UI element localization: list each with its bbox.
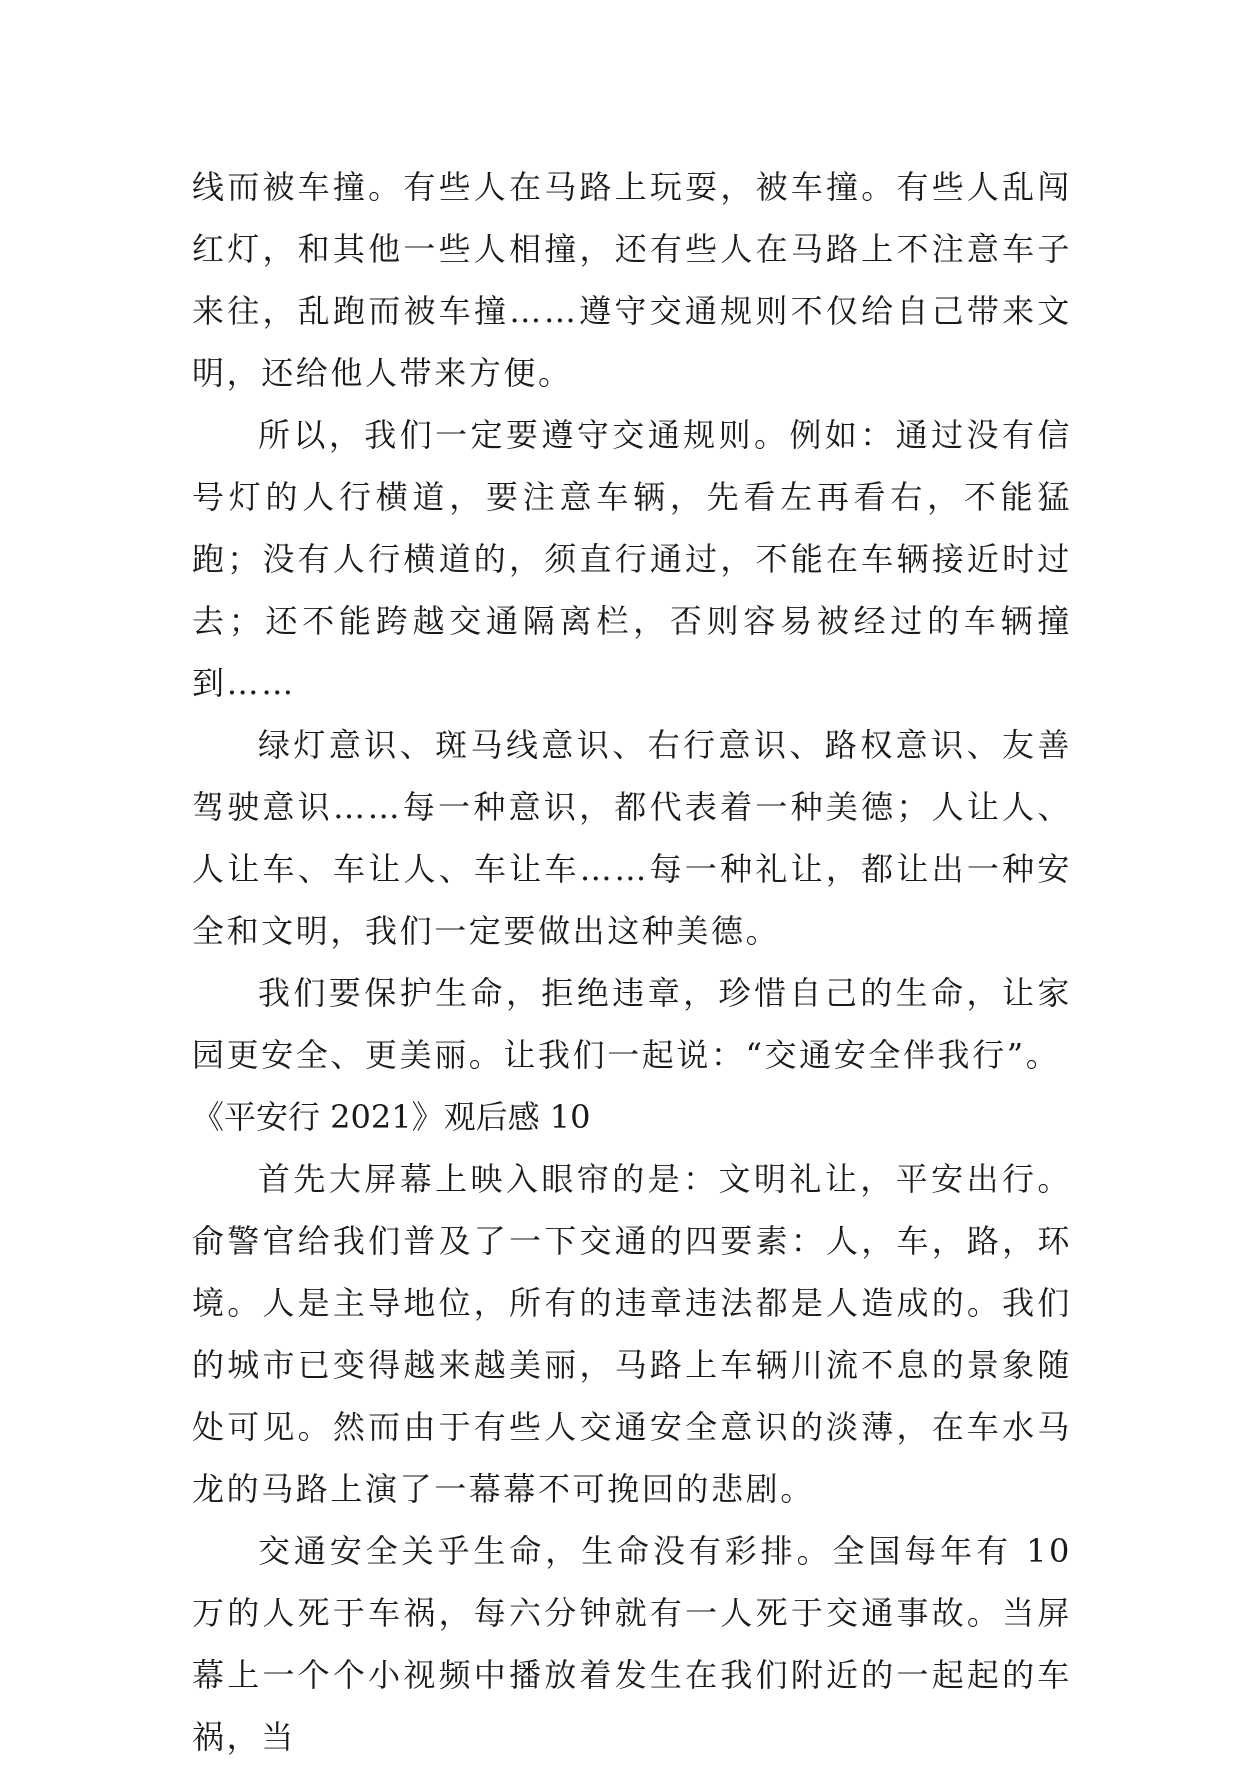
paragraph-continuation: 线而被车撞。有些人在马路上玩耍，被车撞。有些人乱闯红灯，和其他一些人相撞，还有些人在马路上不注意车子来往，乱跑而被车撞……遵守交通规则不仅给自己带来文明，还给他人带来方便。 [192, 168, 1072, 392]
document-body [192, 156, 1072, 1768]
paragraph-protect-life: 我们要保护生命，拒绝违章，珍惜自己的生命，让家园更安全、更美丽。让我们一起说：“交通安全伴我行”。 [192, 974, 1072, 1074]
section-heading: 《平安行 2021》观后感 10 [192, 1098, 591, 1136]
paragraph-traffic-rules: 所以，我们一定要遵守交通规则。例如：通过没有信号灯的人行横道，要注意车辆，先看左再看右，不能猛跑；没有人行横道的，须直行通过，不能在车辆接近时过去；还不能跨越交通隔离栏，否则容易被经过的车辆撞到…… [192, 416, 1072, 702]
paragraph-safety-life: 交通安全关乎生命，生命没有彩排。全国每年有 10 万的人死于车祸，每六分钟就有一人死于交通事故。当屏幕上一个个小视频中播放着发生在我们附近的一起起的车祸，当 [192, 1532, 1072, 1756]
paragraph-awareness: 绿灯意识、斑马线意识、右行意识、路权意识、友善驾驶意识……每一种意识，都代表着一种美德；人让人、人让车、车让人、车让车……每一种礼让，都让出一种安全和文明，我们一定要做出这种美德。 [192, 726, 1072, 950]
paragraph-screen-intro: 首先大屏幕上映入眼帘的是：文明礼让，平安出行。俞警官给我们普及了一下交通的四要素：人，车，路，环境。人是主导地位，所有的违章违法都是人造成的。我们的城市已变得越来越美丽，马路上车辆川流不息的景象随处可见。然而由于有些人交通安全意识的淡薄，在车水马龙的马路上演了一幕幕不可挽回的悲剧。 [192, 1160, 1072, 1508]
